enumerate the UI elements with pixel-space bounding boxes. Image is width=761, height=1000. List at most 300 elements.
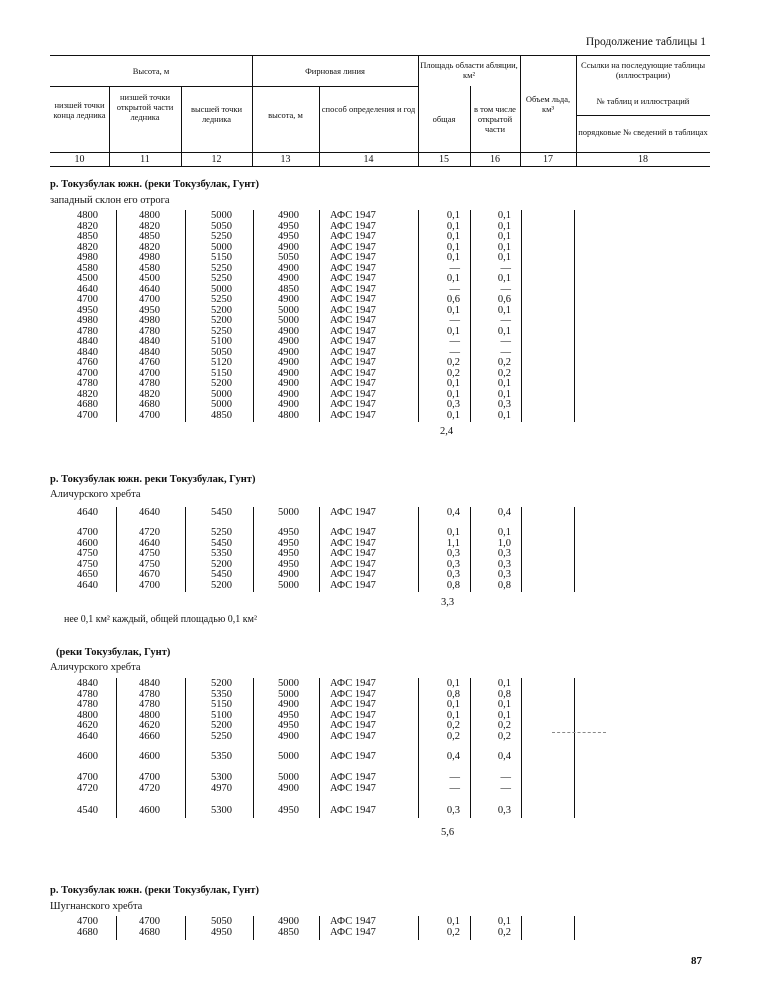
cell-firn-height: 5000 [278, 315, 299, 326]
cell-area-total: 0,1 [446, 409, 460, 421]
header-height-group: Высота, м [132, 66, 170, 76]
column-rule [253, 678, 254, 818]
cell-area-total: 0,1 [446, 273, 460, 284]
colnum-17: 17 [543, 154, 553, 165]
cell-lowest-open: 4700 [139, 579, 160, 591]
header-col14: способ определения и год [321, 104, 416, 114]
column-rule [521, 210, 522, 422]
cell-area-total: 0,2 [446, 730, 460, 742]
cell-area-open: — [500, 262, 511, 274]
header-col16: в том числе открытой части [474, 104, 516, 134]
column-rule [574, 507, 575, 592]
cell-lowest-end: 4680 [77, 399, 98, 410]
column-rule [470, 678, 471, 818]
table-row [0, 379, 761, 390]
cell-area-open: 0,1 [497, 241, 511, 253]
cell-lowest-end: 4820 [77, 241, 98, 253]
cell-method: АФС 1947 [330, 678, 376, 689]
cell-area-total: 0,1 [446, 527, 460, 538]
cell-area-total: 0,1 [446, 709, 460, 721]
cell-highest: 5000 [211, 210, 232, 221]
cell-highest: 5050 [211, 916, 232, 927]
cell-area-total: 0,8 [446, 579, 460, 591]
table-row [0, 253, 761, 264]
header-col10: низшей точки конца ледника [53, 100, 106, 120]
cell-area-open: 0,3 [497, 399, 511, 410]
cell-area-open: 0,8 [497, 579, 511, 591]
cell-highest: 5150 [211, 699, 232, 710]
cell-area-total: 0,1 [446, 304, 460, 316]
cell-lowest-end: 4840 [77, 346, 98, 358]
cell-area-total: 0,1 [446, 388, 460, 400]
cell-area-open: 0,1 [497, 325, 511, 337]
cell-method: АФС 1947 [330, 262, 376, 274]
cell-lowest-end: 4540 [77, 805, 98, 816]
column-rule [521, 916, 522, 940]
cell-method: АФС 1947 [330, 927, 376, 938]
cell-area-total: — [449, 315, 460, 326]
cell-method: АФС 1947 [330, 336, 376, 347]
cell-method: АФС 1947 [330, 699, 376, 710]
cell-highest: 5100 [211, 709, 232, 721]
cell-lowest-end: 4820 [77, 220, 98, 232]
cell-lowest-open: 4800 [139, 210, 160, 221]
cell-area-total: — [449, 782, 460, 794]
cell-area-open: 0,2 [497, 720, 511, 731]
cell-highest: 5000 [211, 283, 232, 295]
cell-lowest-open: 4700 [139, 367, 160, 379]
cell-method: АФС 1947 [330, 210, 376, 221]
cell-area-open: 0,1 [497, 388, 511, 400]
cell-area-open: 0,1 [497, 252, 511, 263]
cell-highest: 5120 [211, 357, 232, 368]
cell-lowest-end: 4640 [77, 730, 98, 742]
cell-lowest-end: 4700 [77, 409, 98, 421]
table-row [0, 700, 761, 711]
cell-firn-height: 4900 [278, 357, 299, 368]
cell-lowest-open: 4780 [139, 688, 160, 700]
cell-lowest-open: 4980 [139, 252, 160, 263]
cell-area-open: 0,1 [497, 304, 511, 316]
cell-lowest-end: 4780 [77, 688, 98, 700]
table-row [0, 358, 761, 369]
cell-lowest-open: 4580 [139, 262, 160, 274]
cell-firn-height: 5000 [278, 579, 299, 591]
cell-area-total: 1,1 [446, 537, 460, 549]
cell-firn-height: 4900 [278, 336, 299, 347]
cell-lowest-open: 4640 [139, 507, 160, 518]
column-rule [185, 210, 186, 422]
header-col11: низшей точки открытой части ледника [116, 92, 174, 122]
cell-firn-height: 4800 [278, 409, 299, 421]
cell-lowest-open: 4780 [139, 325, 160, 337]
cell-lowest-end: 4750 [77, 558, 98, 570]
table-row [0, 549, 761, 560]
column-rule [253, 210, 254, 422]
cell-lowest-open: 4760 [139, 357, 160, 368]
cell-firn-height: 5000 [278, 772, 299, 783]
cell-area-total: 0,1 [446, 210, 460, 221]
section-title: р. Токузбулак южн. (реки Токузбулак, Гунт) [50, 885, 259, 896]
header-col18a: № таблиц и иллюстраций [596, 96, 690, 106]
cell-method: АФС 1947 [330, 720, 376, 731]
column-rule [253, 916, 254, 940]
column-rule [319, 678, 320, 818]
cell-area-open: 0,4 [497, 507, 511, 518]
cell-area-open: — [500, 782, 511, 794]
table-row [0, 752, 761, 763]
cell-firn-height: 4900 [278, 916, 299, 927]
cell-lowest-open: 4820 [139, 220, 160, 232]
cell-highest: 4950 [211, 927, 232, 938]
cell-area-total: 0,1 [446, 678, 460, 689]
cell-firn-height: 4900 [278, 367, 299, 379]
table-row [0, 295, 761, 306]
column-rule [521, 507, 522, 592]
cell-area-open: 0,3 [497, 569, 511, 580]
cell-lowest-end: 4600 [77, 751, 98, 762]
cell-lowest-open: 4840 [139, 346, 160, 358]
colnum-18: 18 [638, 154, 648, 165]
cell-lowest-end: 4750 [77, 548, 98, 559]
cell-firn-height: 4900 [278, 262, 299, 274]
cell-area-total: 0,1 [446, 241, 460, 253]
cell-lowest-end: 4800 [77, 210, 98, 221]
table-row [0, 528, 761, 539]
table-row [0, 711, 761, 722]
table-row [0, 337, 761, 348]
cell-method: АФС 1947 [330, 357, 376, 368]
cell-lowest-open: 4800 [139, 709, 160, 721]
cell-firn-height: 4900 [278, 273, 299, 284]
cell-area-total: 0,1 [446, 699, 460, 710]
cell-highest: 5050 [211, 220, 232, 232]
cell-firn-height: 4900 [278, 399, 299, 410]
cell-area-open: 0,2 [497, 730, 511, 742]
cell-area-total: 0,4 [446, 507, 460, 518]
cell-method: АФС 1947 [330, 346, 376, 358]
cell-firn-height: 4950 [278, 548, 299, 559]
cell-lowest-end: 4850 [77, 231, 98, 242]
cell-highest: 5250 [211, 262, 232, 274]
column-rule [470, 916, 471, 940]
colnum-13: 13 [280, 154, 291, 165]
cell-lowest-open: 4700 [139, 294, 160, 305]
cell-lowest-open: 4680 [139, 399, 160, 410]
cell-method: АФС 1947 [330, 388, 376, 400]
cell-area-total: 0,1 [446, 231, 460, 242]
header-firn-group: Фирновая линия [305, 66, 365, 76]
cell-lowest-end: 4780 [77, 325, 98, 337]
cell-highest: 5250 [211, 527, 232, 538]
section-total: 3,3 [441, 597, 455, 608]
cell-method: АФС 1947 [330, 579, 376, 591]
cell-lowest-end: 4840 [77, 678, 98, 689]
table-row [0, 784, 761, 795]
header-col13: высота, м [268, 110, 303, 120]
cell-highest: 5150 [211, 252, 232, 263]
cell-area-open: 0,2 [497, 357, 511, 368]
cell-highest: 5350 [211, 688, 232, 700]
cell-method: АФС 1947 [330, 688, 376, 700]
cell-lowest-end: 4700 [77, 367, 98, 379]
cell-area-total: — [449, 283, 460, 295]
cell-lowest-open: 4670 [139, 569, 160, 580]
cell-lowest-open: 4950 [139, 304, 160, 316]
cell-lowest-end: 4800 [77, 709, 98, 721]
cell-firn-height: 4900 [278, 294, 299, 305]
table-row [0, 211, 761, 222]
column-rule [116, 678, 117, 818]
cell-highest: 5200 [211, 304, 232, 316]
cell-lowest-open: 4700 [139, 916, 160, 927]
column-rule [319, 916, 320, 940]
colnum-12: 12 [211, 154, 222, 165]
column-rule [418, 210, 419, 422]
cell-method: АФС 1947 [330, 304, 376, 316]
table-row [0, 508, 761, 519]
cell-area-open: 1,0 [497, 537, 511, 549]
cell-area-open: 0,1 [497, 527, 511, 538]
cell-area-open: — [500, 772, 511, 783]
column-rule [116, 507, 117, 592]
cell-firn-height: 4950 [278, 720, 299, 731]
cell-method: АФС 1947 [330, 558, 376, 570]
cell-firn-height: 4950 [278, 805, 299, 816]
cell-method: АФС 1947 [330, 294, 376, 305]
cell-area-total: 0,1 [446, 220, 460, 232]
cell-firn-height: 4900 [278, 569, 299, 580]
cell-area-total: 0,1 [446, 252, 460, 263]
cell-firn-height: 4900 [278, 210, 299, 221]
table-row [0, 570, 761, 581]
cell-area-open: 0,1 [497, 378, 511, 389]
table-row [0, 732, 761, 743]
cell-area-total: 0,3 [446, 399, 460, 410]
cell-firn-height: 4900 [278, 241, 299, 253]
table-row [0, 285, 761, 296]
table-row [0, 306, 761, 317]
cell-area-open: 0,3 [497, 548, 511, 559]
table-row [0, 369, 761, 380]
continuation-label: Продолжение таблицы 1 [585, 36, 706, 48]
cell-highest: 5300 [211, 805, 232, 816]
cell-area-open: — [500, 346, 511, 358]
cell-highest: 5250 [211, 730, 232, 742]
cell-firn-height: 4900 [278, 730, 299, 742]
cell-highest: 5450 [211, 507, 232, 518]
cell-highest: 5250 [211, 273, 232, 284]
cell-highest: 5200 [211, 678, 232, 689]
column-rule [574, 678, 575, 818]
cell-method: АФС 1947 [330, 730, 376, 742]
cell-area-total: 0,2 [446, 357, 460, 368]
cell-firn-height: 5050 [278, 252, 299, 263]
cell-highest: 5200 [211, 378, 232, 389]
header-col12: высшей точки ледника [190, 104, 243, 124]
cell-lowest-end: 4780 [77, 378, 98, 389]
cell-lowest-open: 4640 [139, 283, 160, 295]
column-rule [574, 916, 575, 940]
cell-method: АФС 1947 [330, 548, 376, 559]
cell-method: АФС 1947 [330, 220, 376, 232]
cell-area-total: 0,1 [446, 378, 460, 389]
table-row [0, 222, 761, 233]
cell-area-open: — [500, 283, 511, 295]
cell-firn-height: 4950 [278, 537, 299, 549]
cell-highest: 5250 [211, 294, 232, 305]
cell-area-open: 0,1 [497, 699, 511, 710]
table-row [0, 581, 761, 592]
cell-lowest-end: 4760 [77, 357, 98, 368]
column-rule [418, 507, 419, 592]
cell-method: АФС 1947 [330, 772, 376, 783]
cell-method: АФС 1947 [330, 709, 376, 721]
table-row [0, 917, 761, 928]
cell-method: АФС 1947 [330, 378, 376, 389]
cell-lowest-open: 4700 [139, 409, 160, 421]
section-note: нее 0,1 км² каждый, общей площадью 0,1 км² [64, 614, 257, 625]
cell-method: АФС 1947 [330, 782, 376, 794]
cell-firn-height: 5000 [278, 304, 299, 316]
section-title: (реки Токузбулак, Гунт) [56, 647, 171, 658]
cell-area-open: 0,1 [497, 220, 511, 232]
cell-lowest-open: 4600 [139, 751, 160, 762]
cell-firn-height: 4950 [278, 527, 299, 538]
cell-area-total: 0,1 [446, 916, 460, 927]
cell-lowest-end: 4650 [77, 569, 98, 580]
table-row [0, 411, 761, 422]
cell-firn-height: 4850 [278, 283, 299, 295]
cell-highest: 4850 [211, 409, 232, 421]
cell-lowest-end: 4720 [77, 782, 98, 794]
colnum-15: 15 [439, 154, 449, 165]
header-col15: общая [432, 114, 456, 124]
table-row [0, 264, 761, 275]
cell-highest: 5200 [211, 315, 232, 326]
table-row [0, 316, 761, 327]
cell-firn-height: 4950 [278, 709, 299, 721]
cell-method: АФС 1947 [330, 399, 376, 410]
cell-highest: 5000 [211, 241, 232, 253]
cell-method: АФС 1947 [330, 916, 376, 927]
column-rule [418, 916, 419, 940]
table-row [0, 928, 761, 939]
table-row [0, 390, 761, 401]
cell-area-open: 0,1 [497, 916, 511, 927]
header-refs-group: Ссылки на последующие таблицы (иллюстрации) [580, 60, 706, 80]
header-area-group: Площадь области абляции, км² [420, 60, 518, 80]
cell-lowest-end: 4820 [77, 388, 98, 400]
cell-lowest-open: 4820 [139, 241, 160, 253]
cell-method: АФС 1947 [330, 409, 376, 421]
section-subtitle: Аличурского хребта [50, 662, 141, 673]
cell-firn-height: 4950 [278, 558, 299, 570]
cell-method: АФС 1947 [330, 367, 376, 379]
cell-highest: 4970 [211, 782, 232, 794]
table-row [0, 721, 761, 732]
cell-lowest-open: 4980 [139, 315, 160, 326]
header-volume: Объем льда, км³ [525, 94, 571, 114]
cell-area-total: 0,8 [446, 688, 460, 700]
cell-highest: 5250 [211, 231, 232, 242]
cell-firn-height: 4950 [278, 220, 299, 232]
cell-area-total: 0,2 [446, 927, 460, 938]
cell-area-total: 0,1 [446, 325, 460, 337]
cell-lowest-end: 4640 [77, 283, 98, 295]
table-row [0, 690, 761, 701]
table-row [0, 560, 761, 571]
column-rule [319, 507, 320, 592]
cell-area-total: 0,3 [446, 805, 460, 816]
cell-lowest-open: 4720 [139, 782, 160, 794]
cell-firn-height: 4900 [278, 346, 299, 358]
colnum-10: 10 [74, 154, 85, 165]
colnum-11: 11 [140, 154, 150, 165]
cell-firn-height: 4900 [278, 699, 299, 710]
cell-highest: 5450 [211, 537, 232, 549]
cell-method: АФС 1947 [330, 252, 376, 263]
cell-firn-height: 5000 [278, 507, 299, 518]
cell-area-total: 0,3 [446, 558, 460, 570]
cell-lowest-open: 4700 [139, 772, 160, 783]
section-total: 2,4 [440, 426, 454, 437]
section-title: р. Токузбулак южн. реки Токузбулак, Гунт) [50, 474, 256, 485]
cell-lowest-open: 4500 [139, 273, 160, 284]
column-rule [185, 507, 186, 592]
table-row [0, 232, 761, 243]
cell-area-open: 0,1 [497, 210, 511, 221]
header-col18b: порядковые № сведений в таблицах [578, 127, 708, 137]
cell-lowest-end: 4700 [77, 527, 98, 538]
cell-area-open: — [500, 336, 511, 347]
cell-lowest-open: 4600 [139, 805, 160, 816]
cell-firn-height: 5000 [278, 678, 299, 689]
cell-area-total: — [449, 262, 460, 274]
cell-lowest-end: 4600 [77, 537, 98, 549]
cell-area-total: 0,6 [446, 294, 460, 305]
cell-area-open: 0,6 [497, 294, 511, 305]
table-row [0, 400, 761, 411]
colnum-14: 14 [363, 154, 374, 165]
cell-area-open: 0,8 [497, 688, 511, 700]
table-row [0, 539, 761, 550]
cell-highest: 5450 [211, 569, 232, 580]
cell-area-total: 0,3 [446, 548, 460, 559]
cell-method: АФС 1947 [330, 325, 376, 337]
cell-area-open: 0,2 [497, 927, 511, 938]
cell-lowest-end: 4640 [77, 507, 98, 518]
table-row [0, 274, 761, 285]
cell-method: АФС 1947 [330, 569, 376, 580]
cell-area-total: 0,2 [446, 367, 460, 379]
cell-method: АФС 1947 [330, 241, 376, 253]
cell-lowest-open: 4820 [139, 388, 160, 400]
cell-highest: 5350 [211, 548, 232, 559]
cell-lowest-open: 4620 [139, 720, 160, 731]
cell-firn-height: 5000 [278, 688, 299, 700]
cell-method: АФС 1947 [330, 283, 376, 295]
cell-area-open: 0,1 [497, 273, 511, 284]
cell-lowest-end: 4700 [77, 772, 98, 783]
cell-method: АФС 1947 [330, 273, 376, 284]
cell-lowest-open: 4840 [139, 678, 160, 689]
column-rule [185, 678, 186, 818]
column-rule [418, 678, 419, 818]
cell-lowest-open: 4750 [139, 558, 160, 570]
cell-highest: 5200 [211, 579, 232, 591]
cell-firn-height: 4900 [278, 782, 299, 794]
